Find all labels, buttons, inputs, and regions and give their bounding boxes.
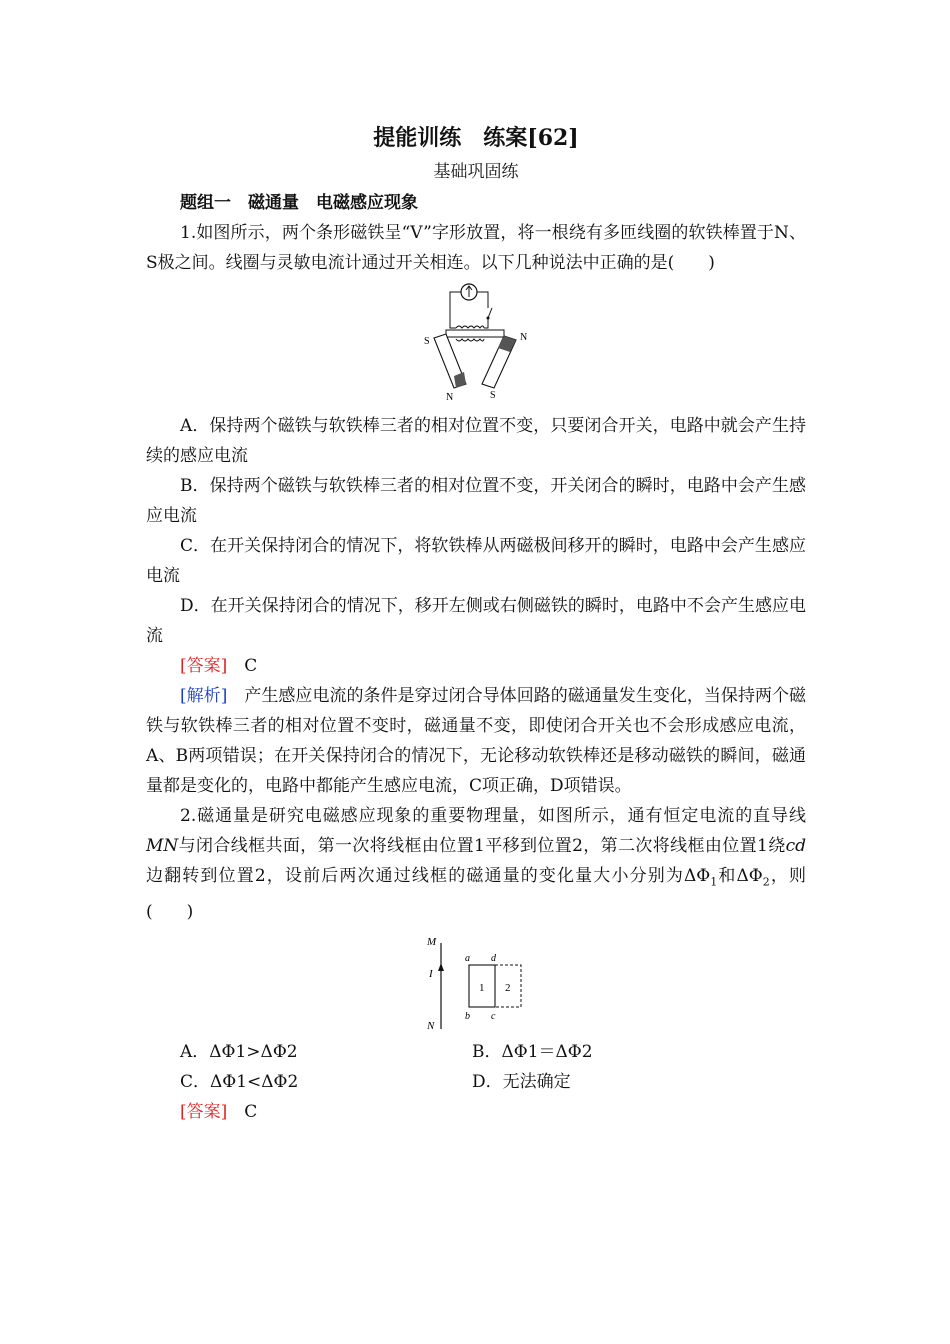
current-label-i: I <box>429 968 433 981</box>
q2-stem-part-d: 和ΔΦ <box>717 866 763 886</box>
q2-option-c: C．ΔΦ1<ΔΦ2 <box>180 1072 299 1093</box>
q2-answer-label: [答案] <box>180 1102 228 1123</box>
q1-option-c: C．在开关保持闭合的情况下，将软铁棒从两磁极间移开的瞬时，电路中会产生感应电流 <box>146 536 806 586</box>
q1-answer-value: C <box>244 656 258 676</box>
position-label-2: 2 <box>505 982 511 995</box>
wire-label-n: N <box>427 1020 435 1033</box>
q1-magnet-figure <box>416 280 536 405</box>
q2-stem-part-e: ，则( ) <box>146 866 807 923</box>
q2-option-b: B．ΔΦ1＝ΔΦ2 <box>472 1042 593 1063</box>
section-subtitle: 基础巩固练 <box>433 162 519 182</box>
q2-options-row-1 <box>146 1037 806 1067</box>
corner-label-d: d <box>491 953 496 965</box>
page-title: 提能训练 练案[62] <box>373 125 579 151</box>
q1-stem: 1.如图所示，两个条形磁铁呈“V”字形放置，将一根绕有多匝线圈的软铁棒置于N、S极之间。线圈与灵敏电流计通过开关相连。以下几种说法中正确的是( ) <box>146 223 806 273</box>
q1-answer-label: [答案] <box>180 656 228 676</box>
corner-label-c: c <box>491 1011 496 1023</box>
q2-stem-part-c: 边翻转到位置2，设前后两次通过线框的磁通量的变化量大小分别为ΔΦ <box>146 866 711 886</box>
q2-stem-part-b: 与闭合线框共面，第一次将线框由位置1平移到位置2，第二次将线框由位置1绕 <box>178 836 786 856</box>
q2-stem-mn: MN <box>146 836 179 856</box>
corner-label-a: a <box>465 953 470 965</box>
position-label-1: 1 <box>479 982 485 995</box>
q2-options-row-2 <box>146 1067 806 1097</box>
q1-explanation <box>146 681 806 801</box>
document-page <box>146 118 806 1127</box>
q1-option-d: D．在开关保持闭合的情况下，移开左侧或右侧磁铁的瞬时，电路中不会产生感应电流 <box>146 596 806 646</box>
q1-option-a: A．保持两个磁铁与软铁棒三者的相对位置不变，只要闭合开关，电路中就会产生持续的感应电流 <box>146 416 806 466</box>
magnet-label-n-right: N <box>520 332 528 343</box>
q2-stem <box>146 801 806 927</box>
magnet-label-n-bottom: N <box>446 392 454 403</box>
magnet-label-s-left: S <box>424 336 430 347</box>
corner-label-b: b <box>465 1011 470 1023</box>
q2-answer-value: C <box>244 1102 258 1123</box>
q1-explanation-label: [解析] <box>180 686 228 706</box>
q2-stem-part-a: 2.磁通量是研究电磁感应现象的重要物理量，如图所示，通有恒定电流的直导线 <box>180 806 806 826</box>
q2-stem-sub1: 1 <box>710 875 718 889</box>
q2-option-d: D．无法确定 <box>472 1072 571 1093</box>
magnet-label-s-bottom: S <box>490 390 496 401</box>
q2-option-a: A．ΔΦ1>ΔΦ2 <box>180 1042 298 1063</box>
q1-explanation-text: 产生感应电流的条件是穿过闭合导体回路的磁通量发生变化，当保持两个磁铁与软铁棒三者的相对位置不变时，磁通量不变，即使闭合开关也不会形成感应电流，A、B两项错误；在开关保持闭合的情况下，无论移动软铁棒还是移动磁铁的瞬间，磁通量都是变化的，电路中都能产生感应电流，C项正确，D项错误。 <box>146 686 807 796</box>
q2-answer <box>146 1097 806 1127</box>
wire-label-m: M <box>427 936 437 949</box>
q2-wire-frame-figure <box>421 933 531 1033</box>
q1-answer <box>146 651 806 681</box>
q1-option-b: B．保持两个磁铁与软铁棒三者的相对位置不变，开关闭合的瞬时，电路中会产生感应电流 <box>146 476 806 526</box>
q2-stem-cd: cd <box>785 836 806 856</box>
q2-stem-sub2: 2 <box>762 875 770 889</box>
question-group-heading: 题组一 磁通量 电磁感应现象 <box>180 193 418 213</box>
